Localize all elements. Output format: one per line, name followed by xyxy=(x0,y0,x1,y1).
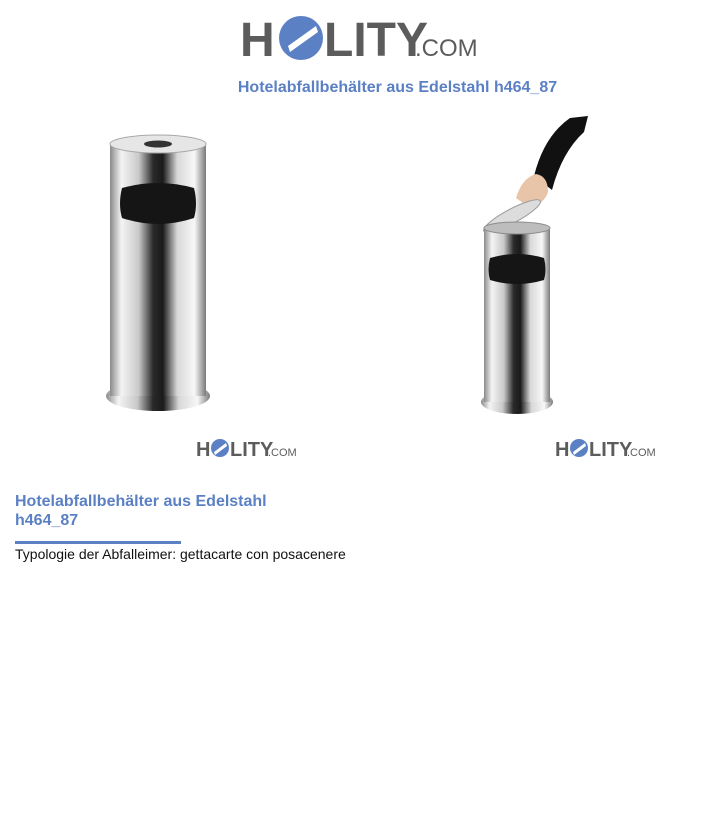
product-image-bin xyxy=(100,130,216,420)
product-image-bin-open-lid xyxy=(470,116,590,422)
watermark-letter-h: H xyxy=(196,439,211,460)
watermark-o-icon xyxy=(570,439,588,457)
watermark-suffix: .COM xyxy=(627,447,656,459)
logo-o-icon xyxy=(279,16,323,60)
spec-value: gettacarte con posacenere xyxy=(179,546,346,562)
watermark-o-icon xyxy=(211,439,229,457)
holity-logo[interactable] xyxy=(240,12,480,64)
spec-label: Typologie der Abfalleimer: xyxy=(15,546,177,562)
holity-watermark-logo xyxy=(196,436,298,460)
product-name-line1: Hotelabfallbehälter aus Edelstahl xyxy=(15,493,267,510)
spec-row xyxy=(15,546,346,562)
section-divider xyxy=(15,541,181,544)
product-code: h464_87 xyxy=(15,512,79,529)
watermark-letter-h: H xyxy=(555,439,570,460)
watermark-suffix: .COM xyxy=(268,447,297,459)
product-name xyxy=(15,492,315,530)
logo-letter-h: H xyxy=(240,14,275,64)
logo-letters-lity: LITY xyxy=(324,14,428,64)
page-title: Hotelabfallbehälter aus Edelstahl h464_87 xyxy=(237,79,558,96)
holity-watermark-logo xyxy=(555,436,657,460)
logo-suffix: .COM xyxy=(415,35,478,62)
watermark-letters-lity: LITY xyxy=(589,439,633,460)
watermark-letters-lity: LITY xyxy=(230,439,274,460)
